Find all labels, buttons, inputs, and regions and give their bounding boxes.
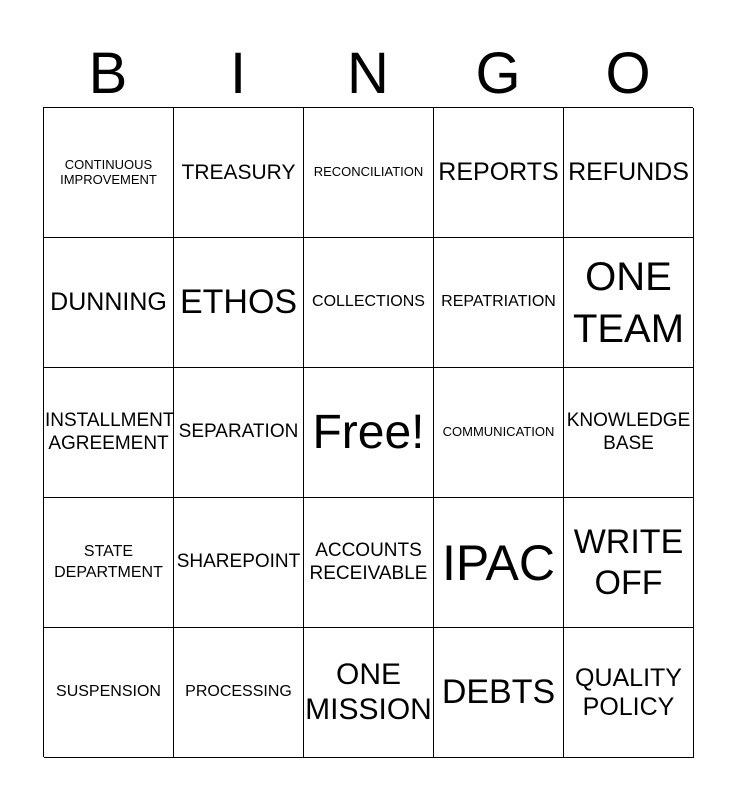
bingo-cell[interactable] — [434, 628, 564, 758]
bingo-header — [43, 40, 693, 108]
bingo-cell[interactable] — [434, 108, 564, 238]
cell-label: DEBTS — [441, 673, 556, 712]
bingo-cell[interactable] — [44, 498, 174, 628]
cell-label: INSTALLMENT AGREEMENT — [45, 409, 175, 454]
cell-label: WRITE OFF — [573, 522, 684, 602]
header-letter-b: B — [88, 41, 128, 106]
header-letter-g: G — [475, 41, 521, 106]
cell-label: PROCESSING — [185, 683, 292, 701]
cell-label: ONE TEAM — [572, 254, 685, 351]
bingo-cell[interactable] — [304, 108, 434, 238]
bingo-cell[interactable] — [44, 368, 174, 498]
cell-label: TREASURY — [181, 160, 296, 184]
cell-label: SUSPENSION — [56, 683, 161, 701]
bingo-cell[interactable] — [44, 238, 174, 368]
cell-label: COLLECTIONS — [312, 293, 425, 311]
cell-label: STATE DEPARTMENT — [54, 542, 163, 581]
bingo-cell[interactable] — [434, 368, 564, 498]
cell-label: QUALITY POLICY — [575, 663, 682, 721]
cell-label: ONE MISSION — [305, 658, 432, 726]
bingo-cell[interactable] — [44, 108, 174, 238]
cell-label: SEPARATION — [178, 421, 299, 443]
cell-label: KNOWLEDGE BASE — [566, 409, 691, 454]
cell-label: REFUNDS — [568, 158, 689, 187]
cell-label: COMMUNICATION — [442, 424, 555, 440]
bingo-cell[interactable] — [304, 628, 434, 758]
bingo-cell[interactable] — [174, 628, 304, 758]
cell-label: DUNNING — [50, 288, 167, 317]
free-cell[interactable] — [304, 368, 434, 498]
bingo-cell[interactable] — [44, 628, 174, 758]
cell-label: ACCOUNTS RECEIVABLE — [309, 539, 428, 584]
bingo-cell[interactable] — [174, 108, 304, 238]
cell-label: REPORTS — [438, 158, 559, 187]
cell-label: CONTINUOUS IMPROVEMENT — [60, 157, 157, 187]
header-letter-n: N — [347, 41, 389, 106]
cell-label: RECONCILIATION — [313, 164, 424, 180]
bingo-cell[interactable] — [174, 238, 304, 368]
bingo-cell[interactable] — [564, 628, 694, 758]
header-letter-o: O — [605, 41, 651, 106]
bingo-cell[interactable] — [434, 498, 564, 628]
header-letter-i: I — [229, 41, 247, 106]
cell-label: ETHOS — [179, 283, 298, 322]
cell-label: SHAREPOINT — [176, 551, 301, 573]
cell-label: IPAC — [442, 534, 555, 591]
bingo-cell[interactable] — [304, 238, 434, 368]
bingo-cell[interactable] — [434, 238, 564, 368]
bingo-cell[interactable] — [564, 498, 694, 628]
bingo-board — [43, 107, 693, 757]
bingo-cell[interactable] — [174, 368, 304, 498]
cell-label: REPATRIATION — [441, 293, 556, 311]
bingo-cell[interactable] — [564, 368, 694, 498]
bingo-cell[interactable] — [564, 238, 694, 368]
bingo-cell[interactable] — [564, 108, 694, 238]
free-label: Free! — [312, 405, 425, 459]
bingo-cell[interactable] — [174, 498, 304, 628]
bingo-cell[interactable] — [304, 498, 434, 628]
